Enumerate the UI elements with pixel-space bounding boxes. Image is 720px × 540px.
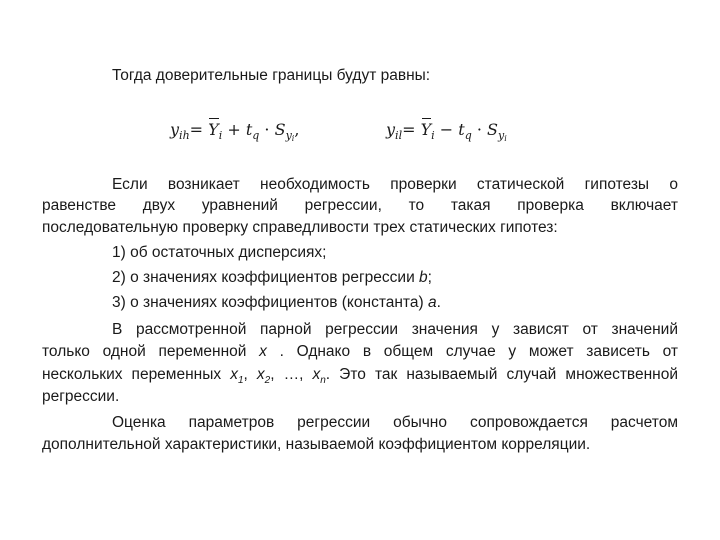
formula-operator: + (227, 120, 241, 139)
ybar-symbol: Y (420, 120, 432, 139)
punctuation: ; (427, 269, 432, 286)
punctuation: , (243, 366, 257, 383)
list-item-2 (112, 268, 432, 288)
formula-operator: · (264, 120, 270, 139)
punctuation: . (436, 294, 441, 311)
formula-subscript: ih (179, 129, 190, 142)
para2-text: . Однако в общем случае y может зависеть от (266, 343, 678, 360)
formula-term: y (386, 120, 396, 139)
list-item-3 (112, 293, 441, 313)
formula-subscript: i (291, 134, 295, 143)
para3-line2: дополнительной характеристики, называемой коэффициентом корреляции. (42, 436, 591, 453)
list-item-text: 2) о значениях коэффициентов регрессии (112, 269, 420, 286)
subscript: 1 (237, 375, 244, 387)
para1-line1: Если возникает необходимость проверки статической гипотезы о (112, 176, 678, 193)
variable-x: x (312, 366, 321, 383)
formula-operator: = (189, 120, 204, 139)
formula-subscript: y (498, 129, 505, 142)
para3-line1: Оценка параметров регрессии обычно сопровождается расчетом (112, 414, 678, 431)
punctuation: , …, (270, 366, 313, 383)
formula-subscript: il (395, 129, 403, 142)
formula-term: t (245, 120, 253, 139)
para2-line4: регрессии. (42, 388, 120, 405)
intro-line: Тогда доверительные границы будут равны: (112, 67, 431, 84)
variable-x: x (259, 343, 267, 360)
formula-operator: − (439, 120, 454, 139)
formula-subscript: y (285, 129, 292, 142)
formula-subscript: i (218, 129, 223, 142)
para1-line3: последовательную проверку справедливости трех статических гипотез: (42, 219, 558, 236)
formula-operator: · (476, 120, 482, 139)
para2-line3 (42, 365, 678, 391)
ybar-symbol: Y (208, 120, 219, 139)
list-item-1: 1) об остаточных дисперсиях; (112, 244, 327, 261)
formula-subscript: i (504, 134, 507, 143)
para2-text: нескольких переменных (42, 366, 231, 383)
formula-subscript: q (464, 129, 472, 142)
formula-term: S (487, 120, 499, 139)
para1-line2: равенстве двух уравнений регрессии, то такая проверка включает (42, 197, 678, 214)
variable-x: x (256, 366, 265, 383)
variable-x: x (230, 366, 238, 383)
formula-term: y (170, 120, 180, 139)
variable-a: a (427, 294, 437, 311)
subscript: n (320, 375, 326, 387)
formula-term: t (458, 120, 465, 139)
formula-punctuation: , (294, 120, 300, 139)
list-item-text: 3) о значениях коэффициентов (константа) (112, 294, 428, 311)
para2-line2 (42, 342, 678, 362)
formula-operator: = (402, 120, 416, 139)
subscript: 2 (264, 375, 271, 387)
para2-text: только одной переменной (42, 343, 260, 360)
formula-term: S (274, 120, 286, 139)
formula-lower-bound (386, 120, 507, 146)
para2-text: . Это так называемый случай множественной (325, 366, 678, 383)
formula-subscript: i (431, 129, 435, 142)
variable-b: b (419, 269, 428, 286)
formula-upper-bound (170, 120, 299, 146)
formula-subscript: q (252, 129, 260, 142)
para2-line1: В рассмотренной парной регрессии значения y зависят от значений (112, 321, 678, 338)
